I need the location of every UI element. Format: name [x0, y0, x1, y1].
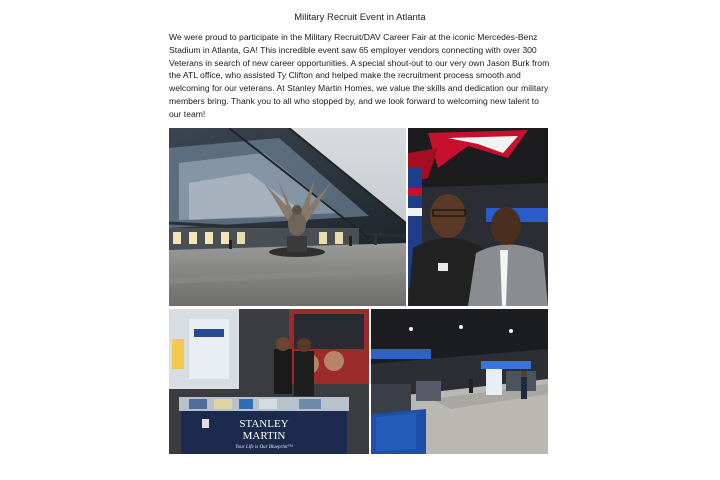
stadium-exterior-photo — [169, 128, 406, 306]
concourse-hall-photo — [371, 309, 548, 454]
booth-banner-martin: MARTIN — [242, 430, 286, 442]
booth-banner-tagline: Your Life is Our Blueprint™ — [235, 445, 293, 450]
document-paragraph: We were proud to participate in the Military Recruit/DAV Career Fair at the iconic Mercedes-Benz Stadium in Atlanta, GA! This incredible event saw 65 employer vendors connecting with over 300 Veterans in search of new career opportunities. A special shout-out to our very own Jason Burk from the ATL office, who assisted Ty Clifton and helped make the recruitment process smooth and welcoming for our veterans. At Stanley Martin Homes, we value the skills and dedication our military members bring. Thank you to all who stopped by, and we look forward to welcoming new talent to our team! — [169, 32, 550, 119]
booth-photo — [169, 309, 369, 454]
document-title: Military Recruit Event in Atlanta — [294, 12, 426, 23]
booth-banner-stanley: STANLEY — [239, 418, 289, 430]
portrait-photo — [408, 128, 548, 306]
